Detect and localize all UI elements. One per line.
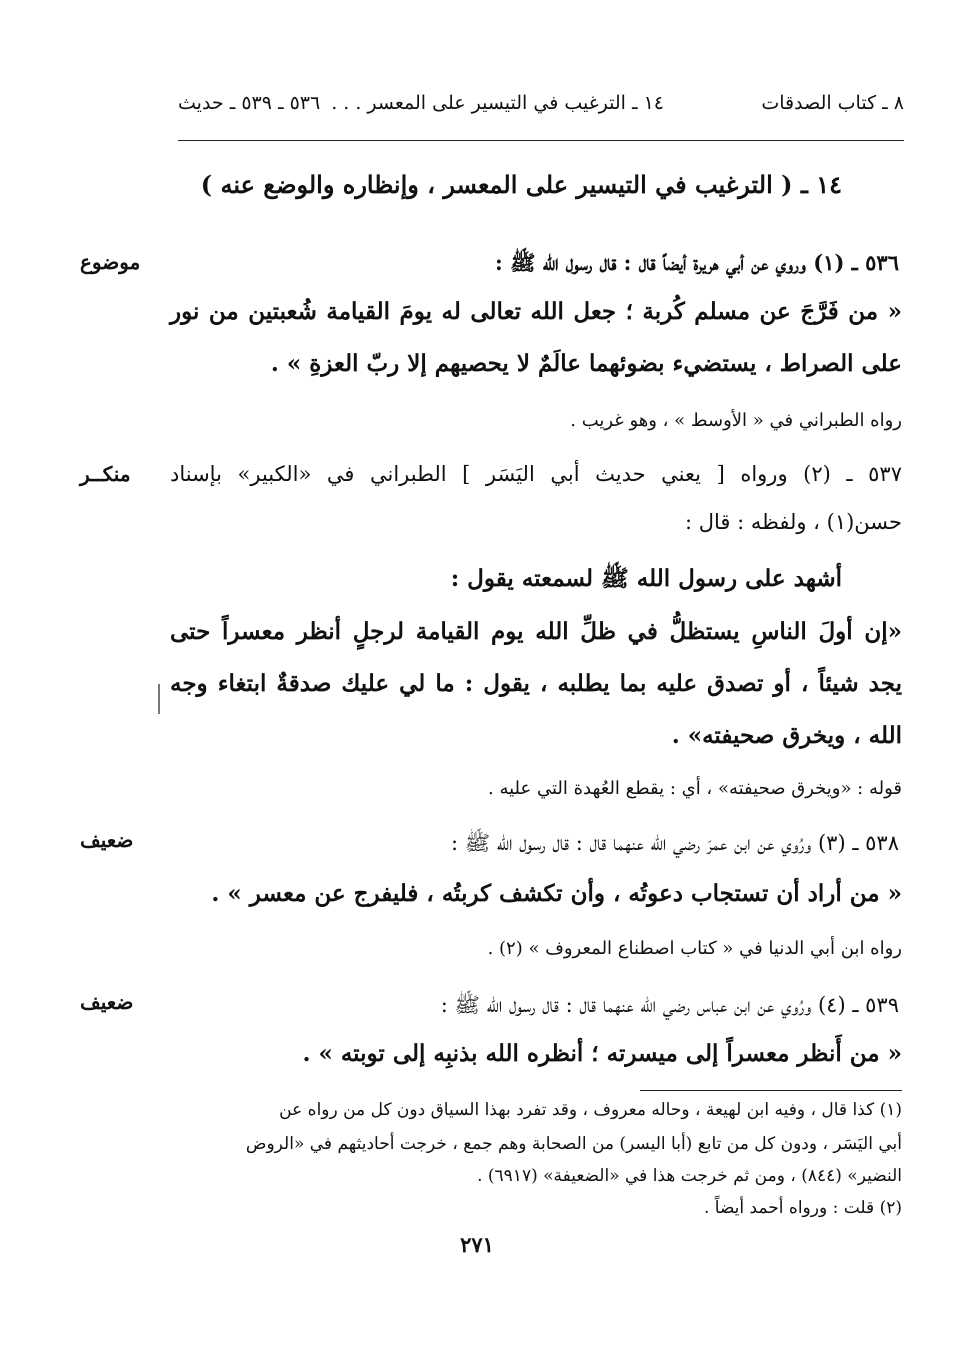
- hadith-537-text-line2: يجد شيئاً ، أو تصدق عليه بما يطلبه ، يقول : ما لي عليك صدقةٌ ابتغاء وجه: [170, 670, 902, 697]
- running-header-range: ٥٣٦ ـ ٥٣٩ ـ حديث: [178, 92, 321, 114]
- running-header-chapter: ١٤ ـ الترغيب في التيسير على المعسر . . .: [331, 92, 664, 114]
- running-header-book: ٨ ـ كتاب الصدقات: [761, 92, 904, 114]
- hadith-538-source: رواه ابن أبي الدنيا في « كتاب اصطناع المعروف » (٢) .: [487, 938, 902, 959]
- hadith-537-intro-line1: ٥٣٧ ـ (٢) ورواه [ يعني حديث أبي اليَسَر ] الطبراني في «الكبير» بإسناد: [170, 462, 902, 486]
- hadith-539-text: « من أَنظر معسراً إلى ميسرته ؛ أنظره الله بذنبِه إلى توبته » .: [302, 1040, 902, 1067]
- hadith-537-intro-line2: حسن(١) ، ولفظه : قال :: [684, 510, 902, 534]
- hadith-537-lead: أشهد على رسول الله ﷺ لسمعته يقول :: [450, 565, 842, 592]
- grade-label-539: ضعيف: [80, 990, 134, 1014]
- header-divider: [178, 140, 904, 141]
- hadith-536-source: رواه الطبراني في « الأوسط » ، وهو غريب .: [570, 410, 902, 431]
- hadith-536-text-line1: « من فَرَّجَ عن مسلم كُربة ؛ جعل الله تعالى له يومَ القيامة شُعبتين من نور: [170, 298, 902, 325]
- hadith-537-text-line1: «إن أولَ الناسِ يستظلُّ في ظلِّ الله يوم القيامة لرجلٍ أنظر معسراً حتى: [170, 618, 902, 645]
- hadith-536-text-line2: على الصراط ، يستضيء بضوئهما عالَمٌ لا يحصيهم إلا ربّ العزةِ » .: [270, 350, 902, 377]
- grade-label-537: منكــر: [80, 462, 131, 486]
- grade-label-538: ضعيف: [80, 828, 134, 852]
- grade-label-536: موضوع: [80, 250, 141, 274]
- footnote-1-line3: النضير» (٨٤٤) ، ومن ثم خرجت هذا في «الضعيفة» (٦٩١٧) .: [477, 1166, 902, 1186]
- page-number: ٢٧١: [460, 1232, 494, 1257]
- hadith-538-text: « من أراد أن تستجاب دعوتُه ، وأن تكشف كربتُه ، فليفرج عن معسر » .: [211, 880, 902, 907]
- hadith-539-intro: ٥٣٩ ـ (٤) ورُوي عن ابن عباس رضي الله عنهما قال : قال رسول الله ﷺ :: [440, 993, 899, 1017]
- footnote-1-line1: (١) كذا قال ، وفيه ابن لهيعة ، وحاله معروف ، وقد تفرد بهذا السياق دون كل من رواه عن: [279, 1100, 902, 1120]
- chapter-title: ١٤ ـ ( الترغيب في التيسير على المعسر ، وإنظاره والوضع عنه ): [200, 170, 842, 199]
- margin-mark: [158, 684, 160, 714]
- hadith-538-intro: ٥٣٨ ـ (٣) ورُوي عن ابن عمرَ رضي الله عنهما قال : قال رسول الله ﷺ :: [450, 831, 899, 855]
- footnote-divider: [640, 1090, 902, 1091]
- footnote-2: (٢) قلت : ورواه أحمد أيضاً .: [703, 1198, 902, 1218]
- hadith-536-intro: ٥٣٦ ـ (١) وروي عن أبي هريرة أيضاً قال : قال رسول الله ﷺ :: [495, 250, 899, 275]
- hadith-537-text-line3: الله ، ويخرق صحيفته» .: [671, 722, 902, 749]
- hadith-537-note: قوله : «ويخرق صحيفته» ، أي : يقطع العُهدة التي عليه .: [488, 778, 902, 799]
- footnote-1-line2: أبي اليَسَر ، ودون كل من تابع (أبا اليسر) من الصحابة وهم جمع ، خرجت أحاديثهم في «الروض: [245, 1134, 902, 1154]
